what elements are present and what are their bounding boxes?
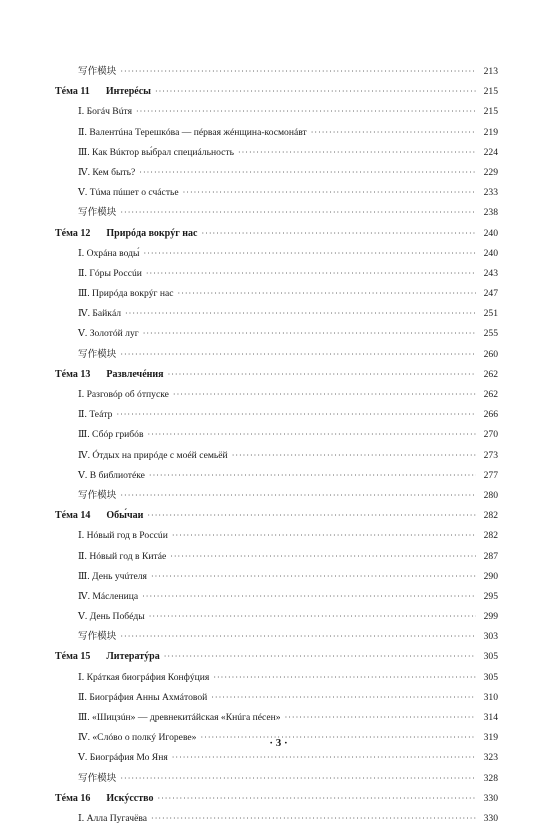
dot-leader bbox=[116, 405, 476, 425]
dot-leader bbox=[213, 668, 476, 688]
toc-page-number: 270 bbox=[483, 429, 498, 441]
toc-entry-label: Тéма 15 bbox=[55, 651, 91, 663]
toc-page-number: 215 bbox=[483, 106, 498, 118]
dot-leader bbox=[168, 365, 476, 385]
toc-entry-label: Ⅲ. Как Вúктор вы́брал специáльность bbox=[78, 146, 234, 158]
toc-entry-label: Ⅴ. День Побéды bbox=[78, 611, 145, 623]
toc-item-row bbox=[55, 163, 498, 183]
dot-leader bbox=[201, 224, 476, 244]
toc-entry-label: 写作模块 bbox=[78, 348, 117, 360]
toc-writing-row bbox=[55, 203, 498, 223]
toc-item-row bbox=[55, 526, 498, 546]
toc-item-row bbox=[55, 405, 498, 425]
toc-entry-label: Тéма 14 bbox=[55, 510, 91, 522]
dot-leader bbox=[143, 324, 476, 344]
toc-page-number: 219 bbox=[483, 126, 498, 138]
toc-entry-label: Ⅳ. «Слóво о полкý Игореве» bbox=[78, 732, 197, 744]
toc-theme-title: Прирóда вокрýг нас bbox=[106, 227, 198, 239]
toc-page-number: 213 bbox=[483, 66, 498, 77]
toc-item-row bbox=[55, 809, 498, 829]
toc-page-number: 277 bbox=[483, 469, 498, 481]
toc-entry-label: Ⅲ. Сбóр грибóв bbox=[78, 429, 144, 441]
dot-leader bbox=[120, 203, 476, 223]
table-of-contents bbox=[55, 62, 498, 829]
toc-item-row bbox=[55, 143, 498, 163]
toc-item-row bbox=[55, 284, 498, 304]
toc-page-number: 323 bbox=[483, 752, 498, 764]
dot-leader bbox=[120, 627, 476, 647]
toc-page-number: 238 bbox=[483, 207, 498, 219]
toc-entry-label: Ⅳ. Óтдых на прирóде с моéй семьёй bbox=[78, 449, 228, 461]
toc-entry-label: Ⅱ. Гóры Россúи bbox=[78, 267, 142, 279]
dot-leader bbox=[120, 769, 476, 789]
dot-leader bbox=[178, 284, 476, 304]
toc-item-row bbox=[55, 102, 498, 122]
toc-writing-row bbox=[55, 345, 498, 365]
dot-leader bbox=[183, 183, 476, 203]
toc-entry-label: Ⅰ. Алла Пугачёва bbox=[78, 812, 148, 824]
toc-page-number: 229 bbox=[483, 166, 498, 178]
toc-page-number: 282 bbox=[483, 510, 498, 522]
toc-page-number: 280 bbox=[483, 489, 498, 501]
toc-theme-title: Литератýра bbox=[106, 651, 160, 663]
toc-page-number: 262 bbox=[483, 368, 498, 380]
toc-theme-row bbox=[55, 506, 498, 526]
toc-page-number: 266 bbox=[483, 409, 498, 421]
toc-entry-label: Тéма 12 bbox=[55, 227, 91, 239]
toc-page-number: 295 bbox=[483, 590, 498, 602]
toc-writing-row bbox=[55, 62, 498, 82]
toc-entry-label: Ⅲ. День учúтеля bbox=[78, 570, 147, 582]
dot-leader bbox=[149, 466, 476, 486]
toc-page-number: 290 bbox=[483, 570, 498, 582]
toc-theme-row bbox=[55, 224, 498, 244]
toc-page-number: 251 bbox=[483, 308, 498, 320]
dot-leader bbox=[172, 526, 476, 546]
toc-page-number: 215 bbox=[483, 86, 498, 98]
toc-entry-label: Ⅱ. Теáтр bbox=[78, 409, 113, 421]
toc-page-number: 319 bbox=[483, 732, 498, 744]
toc-item-row bbox=[55, 567, 498, 587]
toc-entry-label: Ⅱ. Валентúна Терешкóва — пéрвая жéнщина-космонáвт bbox=[78, 126, 307, 138]
toc-entry-label: Ⅳ. Кем быть? bbox=[78, 166, 136, 178]
dot-leader bbox=[147, 506, 476, 526]
toc-item-row bbox=[55, 264, 498, 284]
toc-entry-label: Ⅳ. Мáсленица bbox=[78, 590, 139, 602]
toc-item-row bbox=[55, 123, 498, 143]
dot-leader bbox=[120, 345, 476, 365]
toc-entry-label: 写作模块 bbox=[78, 631, 117, 643]
toc-page-number: 287 bbox=[483, 550, 498, 562]
toc-page-number: 328 bbox=[483, 772, 498, 784]
page-number: · 3 · bbox=[269, 737, 288, 749]
toc-item-row bbox=[55, 688, 498, 708]
toc-item-row bbox=[55, 466, 498, 486]
toc-page-number: 243 bbox=[483, 267, 498, 279]
toc-page-number: 330 bbox=[483, 792, 498, 804]
toc-page-number: 224 bbox=[483, 146, 498, 158]
toc-item-row bbox=[55, 748, 498, 768]
toc-page-number: 314 bbox=[483, 712, 498, 723]
toc-entry-label: Ⅴ. Тúма пúшет о счáстье bbox=[78, 187, 179, 199]
toc-theme-title: Развлечéния bbox=[106, 368, 164, 380]
dot-leader bbox=[157, 789, 476, 809]
toc-entry-label: Ⅱ. Нóвый год в Китáе bbox=[78, 550, 167, 562]
dot-leader bbox=[173, 385, 476, 405]
dot-leader bbox=[146, 264, 476, 284]
toc-page-number: 273 bbox=[483, 449, 498, 461]
toc-page-number: 330 bbox=[483, 812, 498, 824]
toc-item-row bbox=[55, 708, 498, 728]
dot-leader bbox=[149, 607, 476, 627]
toc-page-number: 233 bbox=[483, 187, 498, 199]
dot-leader bbox=[120, 62, 476, 82]
toc-entry-label: 写作模块 bbox=[78, 207, 117, 219]
toc-entry-label: Ⅴ. Биогрáфия Мо Яня bbox=[78, 752, 168, 764]
toc-theme-row bbox=[55, 789, 498, 809]
toc-item-row bbox=[55, 587, 498, 607]
dot-leader bbox=[143, 244, 476, 264]
toc-entry-label: Тéма 13 bbox=[55, 368, 91, 380]
toc-entry-label: Ⅳ. Байкáл bbox=[78, 308, 121, 320]
toc-page-number: 310 bbox=[483, 691, 498, 703]
toc-entry-label: Ⅴ. Золотóй луг bbox=[78, 328, 139, 340]
dot-leader bbox=[164, 647, 476, 667]
dot-leader bbox=[136, 102, 476, 122]
toc-page-number: 255 bbox=[483, 328, 498, 340]
toc-theme-title: Интерéсы bbox=[105, 86, 151, 98]
toc-page-number: 282 bbox=[483, 530, 498, 542]
dot-leader bbox=[170, 547, 476, 567]
dot-leader bbox=[151, 809, 476, 829]
toc-theme-row bbox=[55, 82, 498, 102]
toc-entry-label: Ⅰ. Крáткая биогрáфия Конфýция bbox=[78, 671, 210, 683]
toc-theme-title: Обы́чаи bbox=[106, 510, 144, 522]
toc-page-number: 260 bbox=[483, 348, 498, 360]
toc-item-row bbox=[55, 385, 498, 405]
toc-entry-label: 写作模块 bbox=[78, 489, 117, 501]
toc-page-number: 247 bbox=[483, 288, 498, 300]
toc-item-row bbox=[55, 244, 498, 264]
toc-page-number: 240 bbox=[483, 247, 498, 259]
toc-theme-row bbox=[55, 365, 498, 385]
toc-entry-label: Ⅰ. Нóвый год в Россúи bbox=[78, 530, 168, 542]
toc-item-row bbox=[55, 446, 498, 466]
toc-page-number: 305 bbox=[483, 671, 498, 683]
toc-writing-row bbox=[55, 486, 498, 506]
toc-entry-label: 写作模块 bbox=[78, 66, 117, 77]
dot-leader bbox=[232, 446, 476, 466]
toc-entry-label: Ⅰ. Разговóр об óтпуске bbox=[78, 389, 169, 400]
toc-writing-row bbox=[55, 627, 498, 647]
toc-page-number: 262 bbox=[483, 389, 498, 400]
dot-leader bbox=[151, 567, 476, 587]
toc-entry-label: 写作模块 bbox=[78, 772, 117, 784]
toc-item-row bbox=[55, 607, 498, 627]
toc-theme-row bbox=[55, 647, 498, 667]
toc-entry-label: Ⅰ. Охрáна воды́ bbox=[78, 247, 140, 259]
toc-writing-row bbox=[55, 769, 498, 789]
toc-entry-label: Ⅴ. В библиотéке bbox=[78, 469, 145, 481]
dot-leader bbox=[120, 486, 476, 506]
dot-leader bbox=[238, 143, 476, 163]
toc-entry-label: Ⅱ. Биогрáфия Анны Ахмáтовой bbox=[78, 691, 208, 703]
toc-theme-title: Искýсство bbox=[106, 792, 154, 804]
toc-entry-label: Ⅲ. Прирóда вокрýг нас bbox=[78, 288, 174, 300]
toc-entry-label: Ⅲ. «Шицзúн» — древнекитáйская «Кнúга пéсен» bbox=[78, 712, 281, 723]
dot-leader bbox=[311, 123, 476, 143]
toc-item-row bbox=[55, 183, 498, 203]
dot-leader bbox=[172, 748, 476, 768]
toc-item-row bbox=[55, 668, 498, 688]
toc-page-number: 303 bbox=[483, 631, 498, 643]
dot-leader bbox=[139, 163, 476, 183]
dot-leader bbox=[148, 425, 476, 445]
dot-leader bbox=[285, 708, 476, 728]
toc-item-row bbox=[55, 304, 498, 324]
toc-page-number: 305 bbox=[483, 651, 498, 663]
dot-leader bbox=[125, 304, 476, 324]
dot-leader bbox=[142, 587, 476, 607]
toc-page-number: 240 bbox=[483, 227, 498, 239]
dot-leader bbox=[155, 82, 476, 102]
toc-item-row bbox=[55, 425, 498, 445]
dot-leader bbox=[211, 688, 476, 708]
toc-entry-label: Ⅰ. Богáч Вúтя bbox=[78, 106, 132, 118]
toc-item-row bbox=[55, 324, 498, 344]
toc-item-row bbox=[55, 547, 498, 567]
toc-entry-label: Тéма 11 bbox=[55, 86, 90, 98]
toc-page-number: 299 bbox=[483, 611, 498, 623]
toc-entry-label: Тéма 16 bbox=[55, 792, 91, 804]
